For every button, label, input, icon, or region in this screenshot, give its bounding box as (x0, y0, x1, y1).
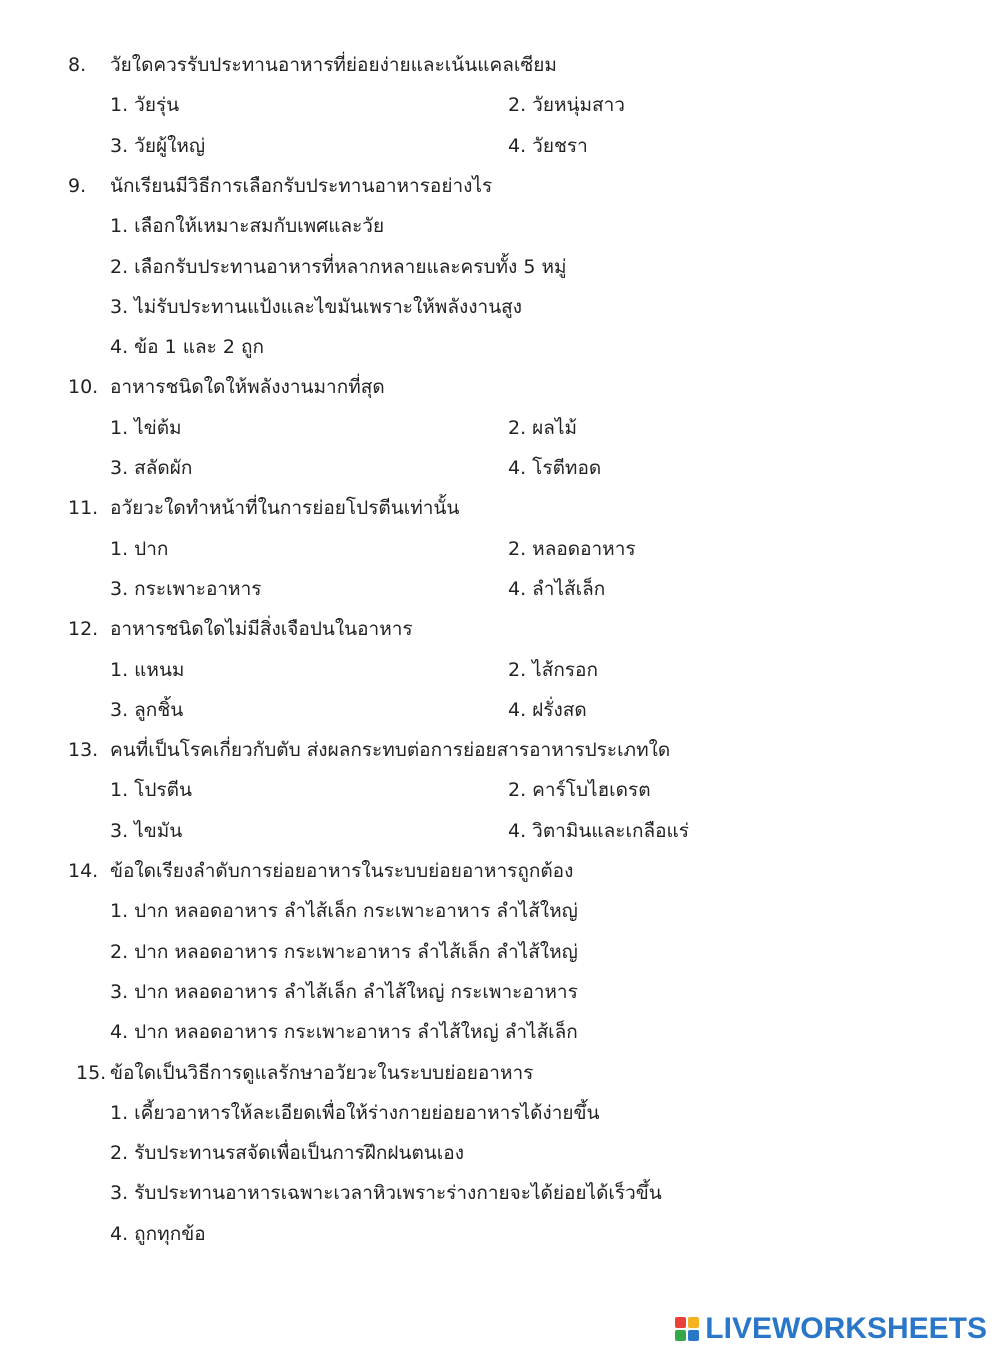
answer-option: 1. ปาก หลอดอาหาร ลำไส้เล็ก กระเพาะอาหาร ลำไส้ใหญ่ (110, 900, 578, 923)
question-text: ข้อใดเป็นวิธีการดูแลรักษาอวัยวะในระบบย่อยอาหาร (110, 1061, 534, 1084)
question-number: 8. (68, 54, 87, 76)
answer-option: 4. ถูกทุกข้อ (110, 1222, 206, 1245)
answer-option: 3. ไขมัน (110, 819, 183, 842)
answer-option: 1. แหนม (110, 658, 185, 681)
answer-option: 1. เคี้ยวอาหารให้ละเอียดเพื่อให้ร่างกายย่อยอาหารได้ง่ายขึ้น (110, 1101, 600, 1124)
question-number: 13. (68, 739, 99, 762)
answer-option: 4. ลำไส้เล็ก (508, 577, 606, 600)
answer-option: 2. วัยหนุ่มสาว (508, 94, 625, 117)
answer-option: 3. ไม่รับประทานแป้งและไขมันเพราะให้พลังงานสูง (110, 295, 523, 318)
answer-option: 2. ไส้กรอก (508, 658, 598, 681)
liveworksheets-logo-icon (675, 1317, 699, 1341)
logo-tile-blue (688, 1330, 699, 1341)
question-number: 12. (68, 618, 99, 641)
answer-option: 2. รับประทานรสจัดเพื่อเป็นการฝึกฝนตนเอง (110, 1142, 464, 1165)
answer-option: 1. วัยรุ่น (110, 94, 180, 117)
answer-option: 4. วิตามินและเกลือแร่ (508, 819, 689, 842)
answer-option: 1. เลือกให้เหมาะสมกับเพศและวัย (110, 215, 385, 238)
question-number: 9. (68, 174, 87, 197)
answer-option: 1. โปรตีน (110, 779, 192, 802)
question-text: อวัยวะใดทำหน้าที่ในการย่อยโปรตีนเท่านั้น (110, 497, 460, 520)
question-number: 11. (68, 497, 99, 520)
answer-option: 2. หลอดอาหาร (508, 537, 636, 560)
logo-tile-yellow (688, 1317, 699, 1328)
liveworksheets-brand (675, 1309, 987, 1349)
question-number: 10. (68, 376, 99, 399)
answer-option: 4. วัยชรา (508, 134, 588, 157)
answer-option: 4. ปาก หลอดอาหาร กระเพาะอาหาร ลำไส้ใหญ่ ลำไส้เล็ก (110, 1021, 578, 1044)
answer-option: 2. คาร์โบไฮเดรต (508, 779, 651, 802)
brand-wordmark: LIVEWORKSHEETS (705, 1312, 987, 1345)
logo-tile-red (675, 1317, 686, 1328)
answer-option: 3. กระเพาะอาหาร (110, 577, 262, 600)
answer-option: 2. ผลไม้ (508, 416, 578, 439)
answer-option: 3. สลัดผัก (110, 457, 193, 479)
question-text: วัยใดควรรับประทานอาหารที่ย่อยง่ายและเน้นแคลเซียม (110, 54, 557, 76)
answer-option: 4. ฝรั่งสด (508, 698, 587, 721)
answer-option: 1. ไข่ต้ม (110, 416, 182, 439)
answer-option: 3. ลูกชิ้น (110, 698, 184, 721)
answer-option: 4. โรตีทอด (508, 457, 602, 479)
answer-option: 4. ข้อ 1 และ 2 ถูก (110, 336, 265, 359)
question-number: 15. (76, 1061, 107, 1084)
answer-option: 3. รับประทานอาหารเฉพาะเวลาหิวเพราะร่างกายจะได้ย่อยได้เร็วขึ้น (110, 1182, 662, 1205)
question-text: ข้อใดเรียงลำดับการย่อยอาหารในระบบย่อยอาหารถูกต้อง (110, 860, 574, 882)
question-text: นักเรียนมีวิธีการเลือกรับประทานอาหารอย่างไร (110, 174, 493, 197)
question-text: อาหารชนิดใดไม่มีสิ่งเจือปนในอาหาร (110, 618, 413, 641)
question-number: 14. (68, 860, 99, 882)
answer-option: 3. วัยผู้ใหญ่ (110, 134, 206, 157)
logo-tile-green (675, 1330, 686, 1341)
question-text: อาหารชนิดใดให้พลังงานมากที่สุด (110, 376, 385, 399)
answer-option: 1. ปาก (110, 537, 169, 560)
question-text: คนที่เป็นโรคเกี่ยวกับตับ ส่งผลกระทบต่อการย่อยสารอาหารประเภทใด (110, 739, 671, 762)
answer-option: 2. เลือกรับประทานอาหารที่หลากหลายและครบทั้ง 5 หมู่ (110, 255, 567, 278)
answer-option: 3. ปาก หลอดอาหาร ลำไส้เล็ก ลำไส้ใหญ่ กระเพาะอาหาร (110, 980, 578, 1003)
answer-option: 2. ปาก หลอดอาหาร กระเพาะอาหาร ลำไส้เล็ก ลำไส้ใหญ่ (110, 940, 578, 963)
